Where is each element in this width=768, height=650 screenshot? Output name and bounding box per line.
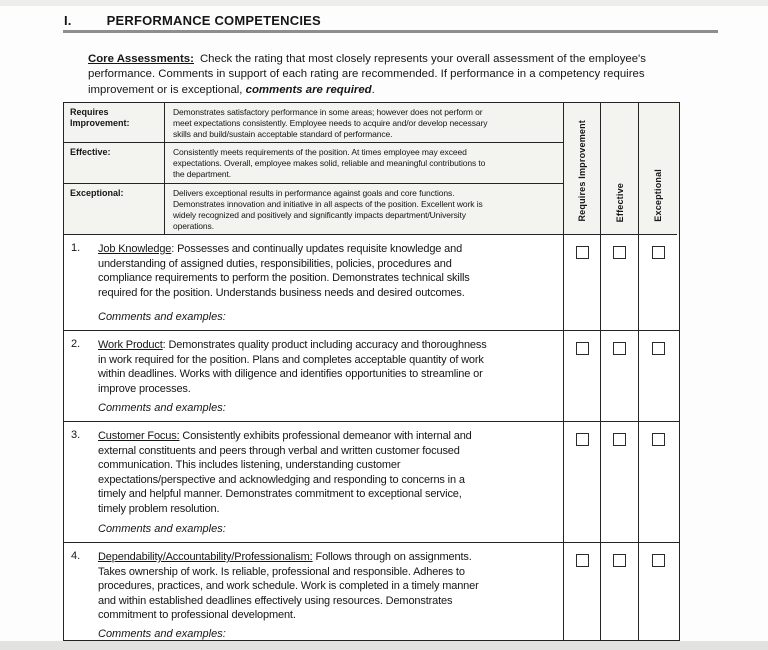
column-header-label: Effective xyxy=(614,182,625,222)
competency-text: Follows through on assignments. xyxy=(312,551,472,563)
definition-line: widely recognized and positively and significantly impacts department/University xyxy=(173,210,466,220)
definition-line: Delivers exceptional results in performance against goals and core functions. xyxy=(173,188,455,198)
section-title: PERFORMANCE COMPETENCIES xyxy=(106,13,321,28)
competency-line: expectations/perspective and acknowledging and responding to concerns in a xyxy=(98,473,465,486)
definition-text-exceptional xyxy=(165,184,564,235)
competency-line: timely problem resolution. xyxy=(98,502,220,515)
intro-paragraph xyxy=(88,52,646,98)
checkbox-work-product-effective[interactable] xyxy=(613,342,626,355)
definition-line: skills and build/sustain acceptable standard of performance. xyxy=(173,129,393,139)
definition-label-requires-improvement: Requires Improvement: xyxy=(64,103,165,143)
intro-lead: Core Assessments: xyxy=(88,53,194,65)
definition-label-exceptional: Exceptional: xyxy=(64,184,165,235)
checkbox-customer-focus-effective[interactable] xyxy=(613,433,626,446)
competency-number: 1. xyxy=(71,242,81,254)
page-edge-top xyxy=(0,0,768,6)
column-header-effective xyxy=(601,103,639,235)
rating-cell-effective xyxy=(601,422,639,542)
rating-cell-exceptional xyxy=(639,331,677,421)
comments-label: Comments and examples: xyxy=(98,402,226,414)
intro-text-1: Check the rating that most closely represents your overall assessment of the employee's xyxy=(199,53,646,65)
definition-label-effective: Effective: xyxy=(64,143,165,184)
competency-line: compliance requirements to perform the position. Demonstrates technical skills xyxy=(98,272,470,284)
competency-description xyxy=(64,235,564,330)
checkbox-dependability-exceptional[interactable] xyxy=(652,554,665,567)
rating-cell-effective xyxy=(601,543,639,640)
rating-cell-effective xyxy=(601,331,639,421)
definition-line: Demonstrates innovation and initiative in all aspects of the position. Excellent work is xyxy=(173,199,483,209)
competency-line: commitment to professional development. xyxy=(98,609,296,621)
rating-cell-requires-improvement xyxy=(564,422,601,542)
checkbox-dependability-effective[interactable] xyxy=(613,554,626,567)
column-header-label: Requires Improvement xyxy=(577,120,587,222)
competency-line: improve processes. xyxy=(98,382,191,395)
intro-period: . xyxy=(371,83,375,96)
column-header-exceptional xyxy=(639,103,677,235)
definition-text-requires-improvement xyxy=(165,103,564,143)
definition-line: operations. xyxy=(173,221,214,231)
competency-line: communication. This includes listening, understanding customer xyxy=(98,459,401,471)
competency-line: understanding of assigned duties, responsibilities, policies, procedures and xyxy=(98,257,452,270)
checkbox-work-product-requires-improvement[interactable] xyxy=(576,342,589,355)
competency-row-dependability xyxy=(64,543,679,640)
definition-line: the department. xyxy=(173,169,232,179)
competency-number: 3. xyxy=(71,429,81,441)
rating-cell-requires-improvement xyxy=(564,235,601,330)
competency-row-customer-focus xyxy=(64,422,679,543)
competency-line: and within established deadlines effectively using resources. Demonstrates xyxy=(98,594,453,607)
comments-label: Comments and examples: xyxy=(98,311,226,323)
intro-text-3: improvement or is exceptional, xyxy=(88,83,246,96)
column-header-requires-improvement xyxy=(564,103,601,235)
definition-line: Demonstrates satisfactory performance in some areas; however does not perform or xyxy=(173,107,483,117)
competencies-table xyxy=(63,102,680,641)
checkbox-job-knowledge-exceptional[interactable] xyxy=(652,246,665,259)
intro-line-3 xyxy=(88,83,646,98)
competency-line xyxy=(98,550,479,565)
rating-cell-effective xyxy=(601,235,639,330)
page-edge-bottom xyxy=(0,641,768,650)
competency-title: Work Product xyxy=(98,339,163,351)
definition-text-effective xyxy=(165,143,564,184)
section-number: I. xyxy=(64,13,72,28)
competency-description xyxy=(64,422,564,542)
rating-definitions-header xyxy=(64,103,679,235)
comments-label: Comments and examples: xyxy=(98,523,226,535)
competency-line: timely and helpful manner. Demonstrates commitment to exceptional service, xyxy=(98,488,462,500)
section-heading xyxy=(64,13,321,28)
rating-cell-exceptional xyxy=(639,543,677,640)
definition-line: expectations. Overall, employee makes solid, reliable and meaningful contributions to xyxy=(173,158,486,168)
comments-label: Comments and examples: xyxy=(98,627,226,640)
rating-cell-exceptional xyxy=(639,422,677,542)
competency-line: procedures, practices, and work schedule. Work is completed in a timely manner xyxy=(98,580,479,592)
rating-cell-requires-improvement xyxy=(564,331,601,421)
rating-cell-exceptional xyxy=(639,235,677,330)
column-header-label: Exceptional xyxy=(653,169,663,222)
competency-line: external constituents and peers through verbal and written customer focused xyxy=(98,444,460,457)
checkbox-job-knowledge-effective[interactable] xyxy=(613,246,626,259)
checkbox-dependability-requires-improvement[interactable] xyxy=(576,554,589,567)
competency-line xyxy=(98,242,470,257)
checkbox-customer-focus-requires-improvement[interactable] xyxy=(576,433,589,446)
competency-description xyxy=(64,543,564,640)
checkbox-job-knowledge-requires-improvement[interactable] xyxy=(576,246,589,259)
competency-line: Takes ownership of work. Is reliable, professional and responsible. Adheres to xyxy=(98,565,465,578)
competency-description xyxy=(64,331,564,421)
competency-text: : Demonstrates quality product including accuracy and thoroughness xyxy=(162,339,487,351)
competency-line: required for the position. Understands business needs and desired outcomes. xyxy=(98,286,465,299)
competency-line xyxy=(98,338,487,353)
competency-line: in work required for the position. Plans and completes acceptable quantity of work xyxy=(98,353,484,366)
competency-row-job-knowledge xyxy=(64,235,679,331)
competency-line xyxy=(98,429,472,444)
intro-line-1 xyxy=(88,52,646,67)
competency-title: Job Knowledge xyxy=(98,243,172,255)
competency-title: Dependability/Accountability/Professionalism: xyxy=(98,551,313,563)
checkbox-work-product-exceptional[interactable] xyxy=(652,342,665,355)
competency-number: 4. xyxy=(71,550,81,562)
definition-line: Consistently meets requirements of the position. At times employee may exceed xyxy=(173,147,467,157)
competency-line: within deadlines. Works with diligence and identifies opportunities to streamline or xyxy=(98,368,483,380)
definition-line: meet expectations consistently. Employee needs to acquire and/or develop necessary xyxy=(173,118,488,128)
checkbox-customer-focus-exceptional[interactable] xyxy=(652,433,665,446)
intro-line-2: performance. Comments in support of each rating are recommended. If performance in a competency requires xyxy=(88,68,645,81)
rating-cell-requires-improvement xyxy=(564,543,601,640)
intro-emphasis: comments are required xyxy=(245,83,372,96)
competency-number: 2. xyxy=(71,338,81,350)
competency-text: : Possesses and continually updates requisite knowledge and xyxy=(171,243,463,255)
competency-text: Consistently exhibits professional demeanor with internal and xyxy=(179,430,472,442)
competency-title: Customer Focus: xyxy=(98,430,180,442)
competency-row-work-product xyxy=(64,331,679,422)
heading-rule xyxy=(63,30,718,33)
